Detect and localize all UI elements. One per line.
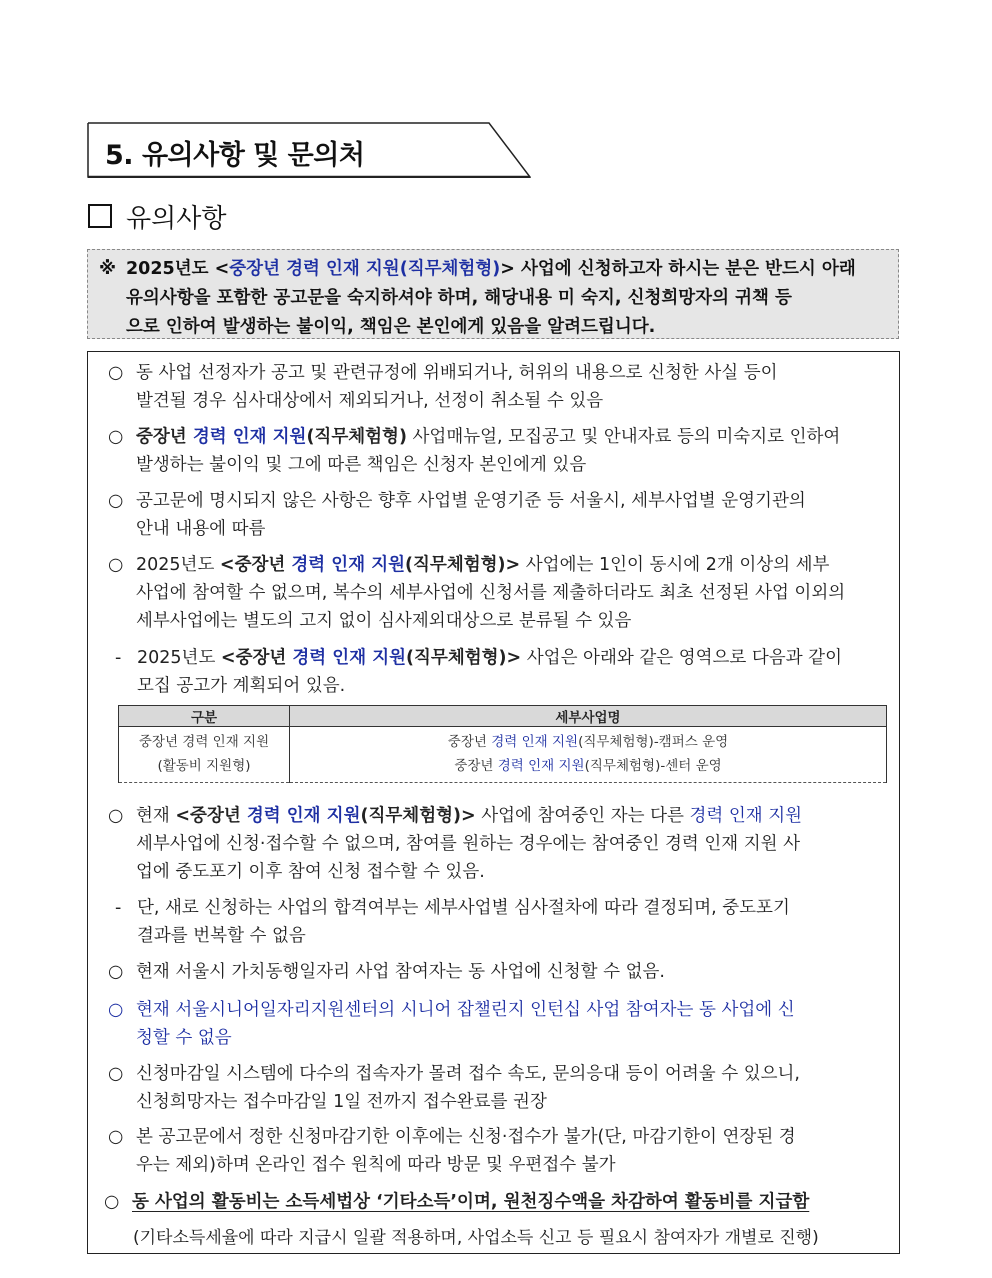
sub-item: - 단, 새로 신청하는 사업의 합격여부는 세부사업별 심사절차에 따라 결정되며, 중도포기 결과를 번복할 수 없음 bbox=[115, 898, 790, 946]
table-cell-projects: 중장년 경력 인재 지원(직무체험형)-캠퍼스 운영 중장년 경력 인재 지원(직무체험형)-센터 운영 bbox=[290, 727, 887, 783]
notice-box bbox=[87, 249, 899, 339]
list-item: ○ 동 사업의 활동비는 소득세법상 ‘기타소득’이며, 원천징수액을 차감하여 활동비를 지급함 bbox=[104, 1192, 810, 1212]
list-item: ○ 신청마감일 시스템에 다수의 접속자가 몰려 접수 속도, 문의응대 등이 어려울 수 있으니, 신청희망자는 접수마감일 1일 전까지 접수완료를 권장 bbox=[108, 1064, 800, 1112]
table-header: 세부사업명 bbox=[290, 706, 887, 727]
notice-line-2: 유의사항을 포함한 공고문을 숙지하셔야 하며, 해당내용 미 숙지, 신청희망자의 귀책 등 bbox=[126, 288, 792, 308]
section-title-text: 5. 유의사항 및 문의처 bbox=[105, 140, 365, 171]
table-cell-category: 중장년 경력 인재 지원 (활동비 지원형) bbox=[119, 727, 290, 783]
sub-item: - 2025년도 <중장년 경력 인재 지원(직무체험형)> 사업은 아래와 같은 영역으로 다음과 같이 모집 공고가 계획되어 있음. bbox=[115, 648, 842, 696]
list-item: ○ 공고문에 명시되지 않은 사항은 향후 사업별 운영기준 등 서울시, 세부사업별 운영기관의 안내 내용에 따름 bbox=[108, 491, 806, 539]
square-bullet-icon bbox=[88, 204, 112, 228]
reference-mark: ※ bbox=[99, 259, 117, 279]
notice-line-3: 으로 인하여 발생하는 불이익, 책임은 본인에게 있음을 알려드립니다. bbox=[126, 317, 656, 337]
notes-box bbox=[87, 351, 900, 1254]
table-header: 구분 bbox=[119, 706, 290, 727]
tax-note: (기타소득세율에 따라 지급시 일괄 적용하며, 사업소득 신고 등 필요시 참여자가 개별로 진행) bbox=[133, 1228, 819, 1248]
list-item: ○ 현재 서울시 가치동행일자리 사업 참여자는 동 사업에 신청할 수 없음. bbox=[108, 962, 665, 982]
subheading-text: 유의사항 bbox=[126, 204, 227, 234]
list-item: ○ 2025년도 <중장년 경력 인재 지원(직무체험형)> 사업에는 1인이 동시에 2개 이상의 세부 사업에 참여할 수 없으며, 복수의 세부사업에 신청서를 제출하더라도 최초 선정된 사업 이외의 세부사업에는 별도의 고지 없이 심사제외대상으로 분류될 수 있음 bbox=[108, 555, 846, 631]
section-title bbox=[87, 122, 531, 178]
notice-line-1: 2025년도 <중장년 경력 인재 지원(직무체험형)> 사업에 신청하고자 하시는 분은 반드시 아래 bbox=[126, 259, 856, 279]
sub-project-table bbox=[118, 705, 887, 783]
table-row bbox=[119, 727, 887, 783]
list-item: ○ 동 사업 선정자가 공고 및 관련규정에 위배되거나, 허위의 내용으로 신청한 사실 등이 발견될 경우 심사대상에서 제외되거나, 선정이 취소될 수 있음 bbox=[108, 363, 778, 411]
list-item: ○ 현재 <중장년 경력 인재 지원(직무체험형)> 사업에 참여중인 자는 다른 경력 인재 지원 세부사업에 신청·접수할 수 없으며, 참여를 원하는 경우에는 참여중인 경력 인재 지원 사 업에 중도포기 이후 참여 신청 접수할 수 있음. bbox=[108, 806, 803, 882]
list-item: ○ 중장년 경력 인재 지원(직무체험형) 사업매뉴얼, 모집공고 및 안내자료 등의 미숙지로 인하여 발생하는 불이익 및 그에 따른 책임은 신청자 본인에게 있음 bbox=[108, 427, 841, 475]
list-item: ○ 현재 서울시니어일자리지원센터의 시니어 잡챌린지 인턴십 사업 참여자는 동 사업에 신 청할 수 없음 bbox=[108, 1000, 795, 1048]
list-item: ○ 본 공고문에서 정한 신청마감기한 이후에는 신청·접수가 불가(단, 마감기한이 연장된 경 우는 제외)하며 온라인 접수 원칙에 따라 방문 및 우편접수 불가 bbox=[108, 1127, 796, 1175]
subheading bbox=[88, 198, 226, 235]
